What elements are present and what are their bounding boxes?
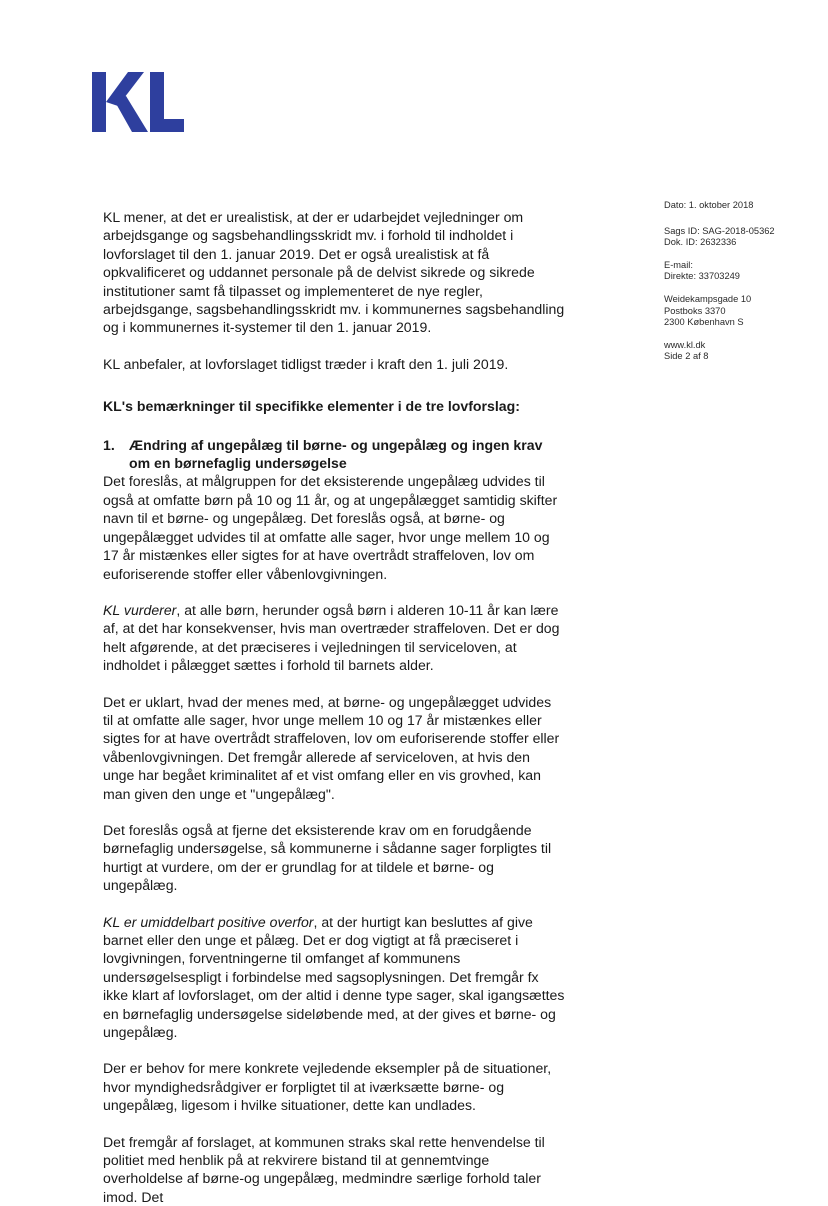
paragraph-7-emphasis: KL er umiddelbart positive overfor xyxy=(103,913,314,930)
case-id: Sags ID: SAG-2018-05362 xyxy=(664,225,775,236)
kl-logo xyxy=(92,72,184,132)
address-street: Weidekampsgade 10 xyxy=(664,293,752,304)
direct-phone: Direkte: 33703249 xyxy=(664,271,740,282)
item-1-number: 1. xyxy=(103,436,115,453)
document-meta-sidebar xyxy=(664,200,814,374)
paragraph-4 xyxy=(103,601,565,675)
paragraph-5: Det er uklart, hvad der menes med, at børne- og ungepålægget udvides til at omfatte alle sager, hvor unge mellem 10 og 17 år mistænkes eller sigtes for at have overtrådt straffeloven, lov om euforiserende stoffer eller våbenlovgivningen. Det fremgår allerede af serviceloven, at hvis den unge har begået kriminalitet af et vist omfang eller en vis grovhed, kan man given den unge et "ungepålæg". xyxy=(103,693,560,802)
paragraph-7 xyxy=(103,913,565,1042)
email-label: E-mail: xyxy=(664,259,693,270)
address-city: 2300 København S xyxy=(664,317,744,328)
item-1-title: Ændring af ungepålæg til børne- og ungepålæg og ingen krav om en børnefaglig undersøgelse xyxy=(129,436,543,472)
paragraph-3: Det foreslås, at målgruppen for det eksisterende ungepålæg udvides til også at omfatte børn på 10 og 11 år, og at ungepålægget samtidig skifter navn til et børne- og ungepålæg. Det foreslås også, at børne- og ungepålægget udvides til at omfatte alle sager, hvor unge mellem 10 og 17 år mistænkes eller sigtes for at have overtrådt straffeloven, lov om euforiserende stoffer eller våbenlovgivningen. xyxy=(103,473,558,582)
paragraph-4-emphasis: KL vurderer xyxy=(103,601,177,618)
document-id: Dok. ID: 2632336 xyxy=(664,237,737,248)
page-number: Side 2 af 8 xyxy=(664,351,709,362)
paragraph-2: KL anbefaler, at lovforslaget tidligst træder i kraft den 1. juli 2019. xyxy=(103,355,509,372)
section-heading: KL's bemærkninger til specifikke elementer i de tre lovforslag: xyxy=(103,398,520,415)
document-body xyxy=(103,208,565,1206)
paragraph-9: Det fremgår af forslaget, at kommunen straks skal rette henvendelse til politiet med henblik på at rekvirere bistand til at gennemtvinge overholdelse af børne-og ungepålæg, medmindre særlige forhold taler imod. Det xyxy=(103,1133,545,1205)
paragraph-7-text: , at der hurtigt kan besluttes af give barnet eller den unge et pålæg. Det er dog vigtigt at få præciseret i lovgivningen, forventningerne til omfanget af kommunens undersøgelsespligt i forbindelse med sagsoplysningen. Det fremgår fx ikke klart af lovforslaget, om der altid i denne type sager, skal igangsættes en børnefaglig undersøgelse sideløbende med, at der gives et børne- og ungepålæg. xyxy=(103,913,565,1041)
paragraph-8: Der er behov for mere konkrete vejledende eksempler på de situationer, hvor myndighedsrådgiver er forpligtet til at iværksætte børne- og ungepålæg, ligesom i hvilke situationer, dette kan undlades. xyxy=(103,1060,552,1114)
website-link[interactable]: www.kl.dk xyxy=(664,339,706,350)
address-box: Postboks 3370 xyxy=(664,305,726,316)
item-1-heading xyxy=(103,436,565,473)
paragraph-4-text: , at alle børn, herunder også børn i alderen 10-11 år kan lære af, at det har konsekvenser, hvis man overtræder straffeloven. Det er dog helt afgørende, at det præciseres i vejledningen til serviceloven, at indholdet i pålægget sættes i forhold til barnets alder. xyxy=(103,601,560,674)
paragraph-6: Det foreslås også at fjerne det eksisterende krav om en forudgående børnefaglig undersøgelse, så kommunerne i sådanne sager forpligtes til hurtigt at vurdere, om der er grundlag for at tildele et børne- og ungepålæg. xyxy=(103,821,552,894)
paragraph-1: KL mener, at det er urealistisk, at der er udarbejdet vejledninger om arbejdsgange og sagsbehandlingsskridt mv. i forhold til indholdet i lovforslaget til den 1. januar 2019. Det er også urealistisk at få opkvalificeret og uddannet personale på de delvist sikrede og sikrede institutioner samt få tilpasset og implementeret de nye regler, arbejdsgange, sagsbehandlingsskridt mv. i kommunernes sagsbehandling og i kommunernes it-systemer til den 1. januar 2019. xyxy=(103,209,565,336)
document-date: Dato: 1. oktober 2018 xyxy=(664,200,754,210)
